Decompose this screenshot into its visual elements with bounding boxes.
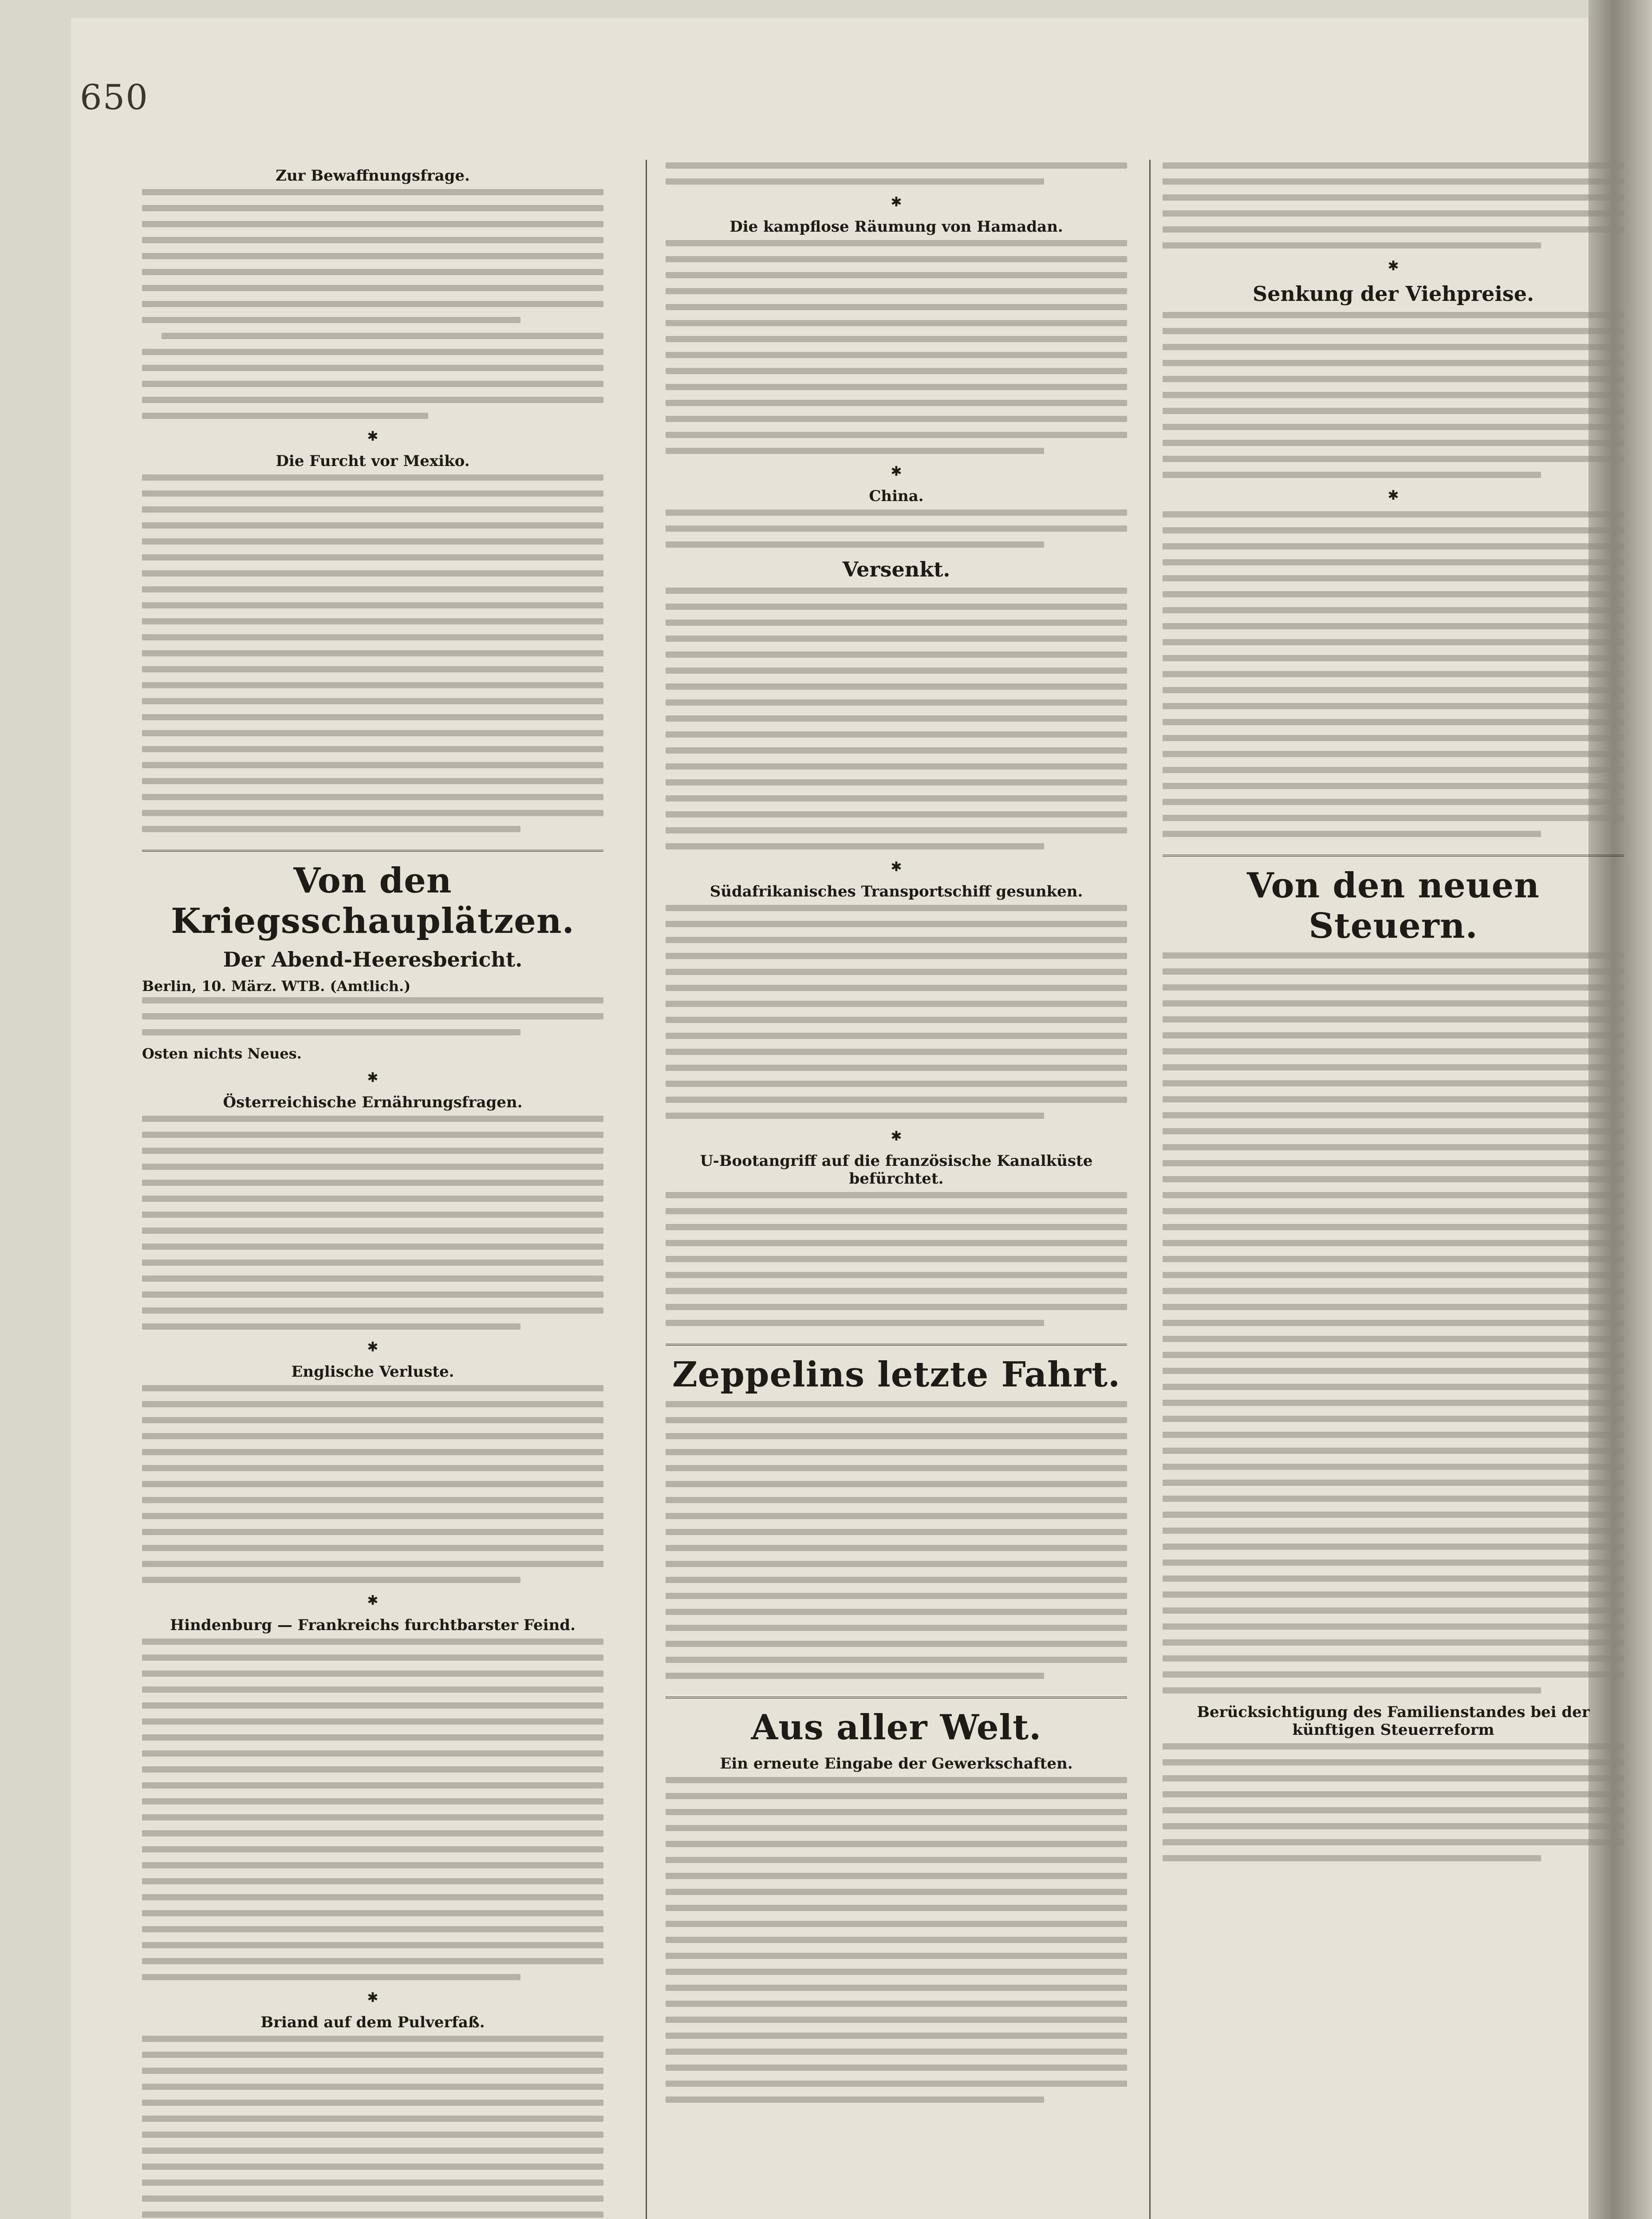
sub-headline: Der Abend-Heeresbericht.: [223, 948, 523, 971]
article-kicker: Briand auf dem Pulverfaß.: [260, 2014, 485, 2031]
headline: Versenkt.: [842, 557, 950, 581]
article-body: [142, 2036, 603, 2219]
section-headline: Zeppelins letzte Fahrt.: [666, 1344, 1127, 1395]
column-rule: [646, 160, 647, 2219]
column-3: [1163, 160, 1624, 1871]
section-headline: Von den neuen Steuern.: [1163, 855, 1624, 946]
separator-star: ✱: [1388, 488, 1399, 503]
article-body: [666, 588, 1127, 849]
article-body: [1163, 312, 1624, 478]
separator-star: ✱: [891, 194, 902, 210]
article-body: [1163, 162, 1624, 249]
headline: Senkung der Viehpreise.: [1253, 282, 1534, 306]
column-rule: [1149, 160, 1151, 2219]
article-body: [666, 905, 1127, 1119]
article-body: [142, 997, 603, 1035]
report-lead: Osten nichts Neues.: [142, 1045, 302, 1062]
article-body: [666, 509, 1127, 548]
separator-star: ✱: [891, 1129, 902, 1144]
article-kicker: Ein erneute Eingabe der Gewerkschaften.: [720, 1755, 1073, 1773]
separator-star: ✱: [367, 429, 379, 444]
separator-star: ✱: [891, 464, 902, 479]
column-2: [666, 160, 1127, 2112]
article-body: [666, 1192, 1127, 1326]
separator-star: ✱: [367, 1339, 379, 1355]
separator-star: ✱: [1388, 258, 1399, 274]
column-1: [142, 160, 603, 2219]
separator-star: ✱: [367, 1593, 379, 1608]
article-kicker: U-Bootangriff auf die französische Kanalküste befürchtet.: [700, 1152, 1093, 1188]
article-kicker: Die Furcht vor Mexiko.: [276, 452, 470, 470]
article-kicker: Zur Bewaffnungsfrage.: [276, 167, 470, 185]
article-body: [142, 1116, 603, 1330]
article-kicker: Südafrikanisches Transportschiff gesunken.: [710, 883, 1083, 900]
article-body: [142, 474, 603, 832]
separator-star: ✱: [367, 1070, 379, 1086]
article-body: [666, 1777, 1127, 2103]
article-kicker: Englische Verluste.: [291, 1363, 454, 1381]
article-kicker: Die kampflose Räumung von Hamadan.: [729, 218, 1063, 236]
separator-star: ✱: [891, 859, 902, 875]
article-body: [1163, 511, 1624, 837]
article-body: [666, 1401, 1127, 1679]
article-body: [142, 189, 603, 419]
article-body: [666, 240, 1127, 454]
section-headline: Von den Kriegsschauplätzen.: [142, 850, 603, 941]
article-kicker: Hindenburg — Frankreichs furchtbarster Feind.: [170, 1616, 576, 1634]
article-body: [142, 1385, 603, 1583]
section-headline: Aus aller Welt.: [666, 1697, 1127, 1748]
article-body: [666, 162, 1127, 185]
separator-star: ✱: [367, 1990, 379, 2006]
article-body: [142, 1639, 603, 1980]
article-kicker: Berücksichtigung des Familienstandes bei der künftigen Steuerreform: [1197, 1703, 1590, 1739]
dateline: Berlin, 10. März. WTB. (Amtlich.): [142, 978, 411, 995]
article-body: [1163, 952, 1624, 1694]
article-kicker: China.: [869, 487, 924, 505]
page-number: 650: [80, 78, 149, 118]
article-body: [1163, 1743, 1624, 1861]
article-kicker: Österreichische Ernährungsfragen.: [223, 1094, 523, 1111]
